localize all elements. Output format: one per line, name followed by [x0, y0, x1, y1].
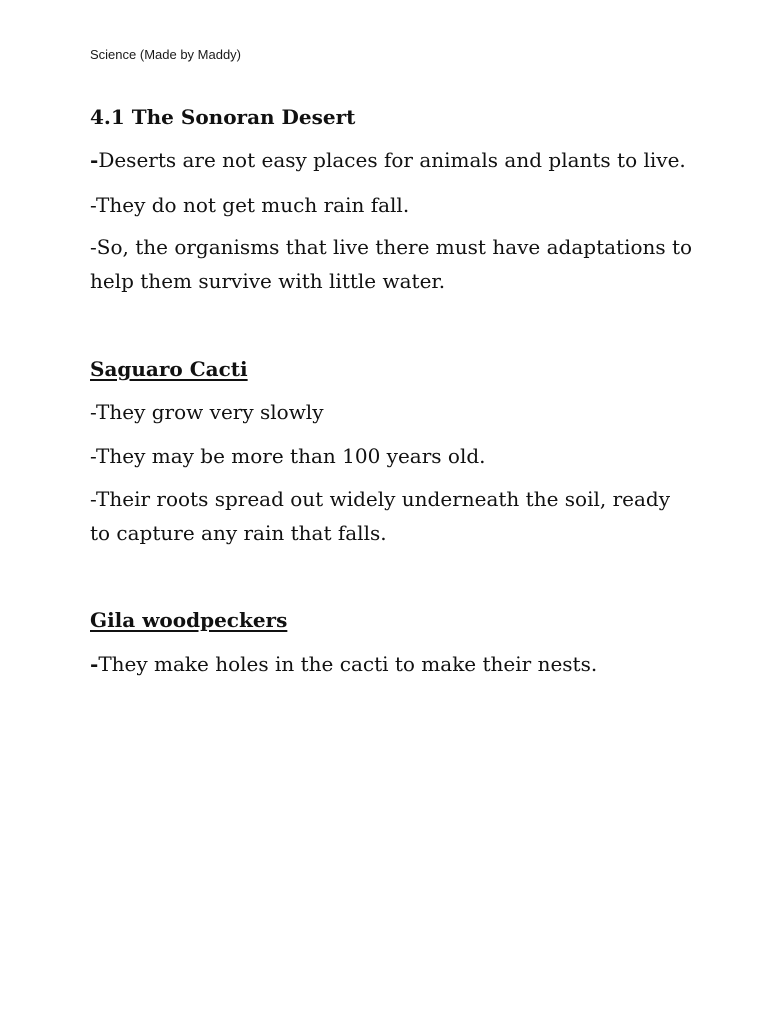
paragraph-line: [90, 482, 690, 550]
paragraph-line: [90, 439, 690, 473]
paragraph-line: [90, 230, 693, 298]
paragraph-text: -They may be more than 100 years old.: [90, 444, 486, 468]
bullet-dash: -: [90, 148, 99, 172]
bullet-dash: -: [90, 652, 99, 676]
paragraph-text: -So, the organisms that live there must have adaptations to: [90, 235, 693, 259]
paragraph-text: Deserts are not easy places for animals and plants to live.: [98, 148, 686, 172]
page-header: Science (Made by Maddy): [90, 47, 242, 62]
paragraph-line: [90, 188, 690, 222]
paragraph-line: [90, 395, 690, 429]
section-heading: 4.1 The Sonoran Desert: [90, 105, 356, 129]
paragraph-text: -They do not get much rain fall.: [90, 193, 410, 217]
section-heading: Saguaro Cacti: [90, 357, 248, 381]
section-saguaro-cacti: [90, 352, 690, 386]
paragraph-text: help them survive with little water.: [90, 269, 446, 293]
paragraph-text: -They grow very slowly: [90, 400, 324, 424]
paragraph-line: [90, 143, 690, 177]
paragraph-text: -Their roots spread out widely underneath the soil, ready: [90, 487, 671, 511]
paragraph-text: They make holes in the cacti to make their nests.: [98, 652, 598, 676]
section-gila-woodpeckers: [90, 603, 690, 637]
section-heading: Gila woodpeckers: [90, 608, 288, 632]
section-sonoran-desert: [90, 100, 690, 134]
paragraph-text: to capture any rain that falls.: [90, 521, 387, 545]
paragraph-line: [90, 647, 690, 681]
